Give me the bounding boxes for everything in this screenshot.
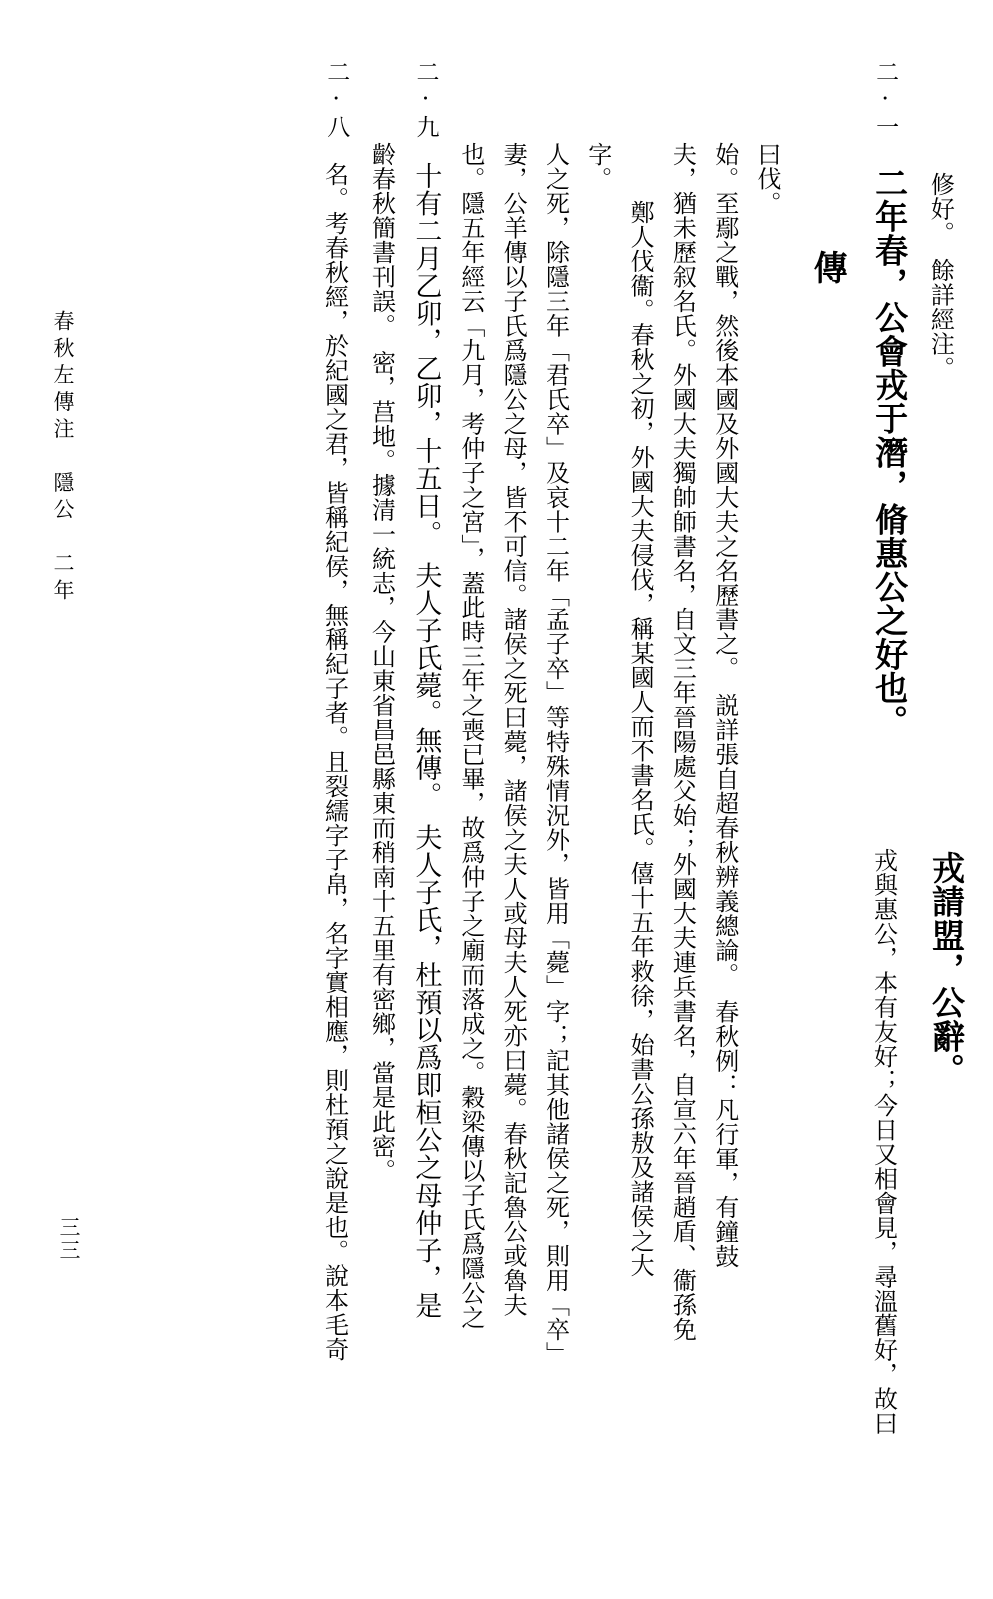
column-text: 戎與惠公，本有友好；今日又相會見，尋溫舊好，故曰 bbox=[869, 848, 898, 1436]
column-text: 鄭人伐衞。春秋之初，外國大夫侵伐，稱某國人而不書名氏。僖十五年救徐，始書公孫敖及諸侯之大 bbox=[626, 200, 655, 1278]
column-text: 人之死，除隱三年「君氏卒」及哀十二年「孟子卒」等特殊情況外，皆用「薨」字；記其他諸侯之死，則用「卒」 bbox=[541, 142, 570, 1366]
text-column bbox=[626, 60, 654, 1530]
classic-text: 二年春，公會戎于潛，脩惠公之好也。 bbox=[870, 166, 910, 739]
text-column bbox=[668, 60, 696, 1530]
entry-number: 二·一 bbox=[872, 60, 899, 141]
column-text: 字。 bbox=[583, 142, 612, 191]
text-column bbox=[367, 60, 395, 1530]
running-footer: 春秋左傳注 隱公 二年 bbox=[51, 310, 75, 606]
section-heading-column bbox=[807, 60, 847, 1530]
column-text: 十有二月乙卯，乙卯，十五日。 夫人子氏薨。無傳。 夫人子氏，杜預以爲即桓公之母仲子，是 bbox=[410, 162, 442, 1320]
text-column bbox=[320, 60, 353, 1530]
text-column bbox=[710, 60, 738, 1530]
text-column bbox=[499, 60, 527, 1530]
entry-number: 二·九 bbox=[412, 60, 439, 141]
text-column bbox=[541, 60, 569, 1530]
column-text: 曰伐。 bbox=[753, 142, 782, 216]
page-number: 三三 bbox=[57, 1216, 81, 1263]
text-column bbox=[410, 60, 443, 1530]
column-text: 始。至鄢之戰，然後本國及外國大夫之名歷書之。 説詳張自超春秋辨義總論。 春秋例：凡行軍，有鐘鼓 bbox=[710, 142, 739, 1269]
section-heading: 傳 bbox=[807, 250, 848, 288]
column-text: 也。隱五年經云「九月，考仲子之宮」，蓋此時三年之喪已畢，故爲仲子之廟而落成之。穀梁傳以子氏爲隱公之 bbox=[456, 142, 485, 1330]
entry-number: 二·八 bbox=[323, 60, 350, 141]
column-text: 名。考春秋經，於紀國之君，皆稱紀侯，無稱紀子者。且裂繻字子帛，名字實相應，則杜預之說是也。說本毛奇 bbox=[320, 162, 349, 1362]
text-column bbox=[926, 60, 965, 1530]
text-body bbox=[306, 60, 965, 1530]
column-text: 妻，公羊傳以子氏爲隱公之母，皆不可信。諸侯之死曰薨，諸侯之夫人或母夫人死亦曰薨。春秋記魯公或魯夫 bbox=[499, 142, 528, 1318]
text-column bbox=[457, 60, 485, 1530]
text-column bbox=[869, 60, 908, 1530]
column-text: 修好。 餘詳經注。 bbox=[926, 172, 955, 381]
text-column bbox=[753, 60, 781, 1530]
column-text: 齡春秋簡書刊誤。 密，莒地。據清一統志，今山東省昌邑縣東而稍南十五里有密鄉，當是此密。 bbox=[367, 142, 396, 1183]
column-text: 夫，猶未歷叙名氏。外國大夫獨帥師書名，自文三年晉陽處父始；外國大夫連兵書名，自宣六年晉趙盾、衞孫免 bbox=[668, 142, 697, 1342]
classic-text: 戎請盟，公辭。 bbox=[927, 851, 966, 1087]
text-column bbox=[583, 60, 611, 1530]
